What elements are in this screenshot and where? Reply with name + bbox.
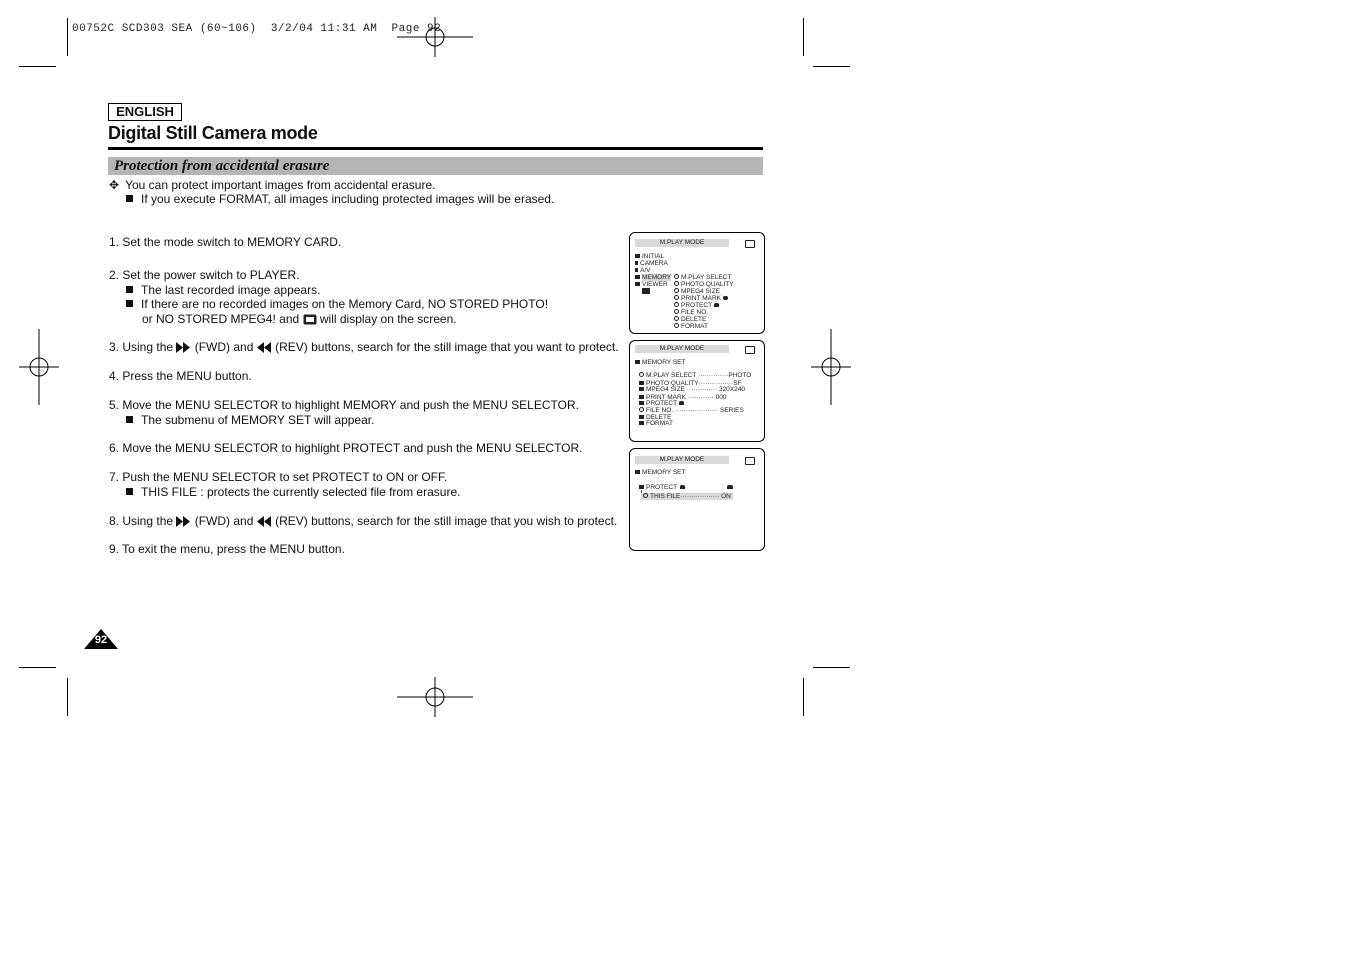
step-2-bullet-1 bbox=[126, 283, 320, 297]
memory-card-icon bbox=[745, 240, 755, 248]
screen-title-bar: M.PLAY MODE bbox=[635, 345, 729, 353]
lcd-screen-protect bbox=[629, 448, 765, 551]
page-number: 92 bbox=[94, 634, 108, 646]
screen-title-bar: M.PLAY MODE bbox=[635, 456, 729, 464]
menu-item-memory: MEMORY bbox=[635, 274, 671, 281]
crop-mark bbox=[803, 678, 804, 716]
crop-mark bbox=[813, 66, 850, 67]
step-3-text-a: 3. Using the bbox=[109, 340, 174, 354]
step-8-text-b: (FWD) and bbox=[194, 514, 254, 528]
setting-row: FORMAT bbox=[639, 420, 673, 427]
step-2-cont-text-a: or NO STORED MPEG4! and bbox=[142, 312, 300, 326]
step-6: 6. Move the MENU SELECTOR to highlight PROTECT and push the MENU SELECTOR. bbox=[109, 441, 583, 455]
protect-heading: PROTECT bbox=[639, 484, 687, 491]
submenu-file-no: FILE NO. bbox=[674, 309, 708, 316]
step-4: 4. Press the MENU button. bbox=[109, 369, 252, 383]
setting-row: DELETE bbox=[639, 414, 671, 421]
selector-icon bbox=[642, 288, 650, 294]
memory-set-heading: MEMORY SET bbox=[635, 469, 685, 476]
setting-row: PRINT MARK ············ 000 bbox=[639, 394, 726, 401]
step-7-bullet-1 bbox=[126, 485, 460, 499]
step-7-bullet-1-text: THIS FILE : protects the currently selected file from erasure. bbox=[141, 485, 461, 499]
crop-mark bbox=[803, 18, 804, 56]
crop-mark bbox=[813, 667, 850, 668]
setting-row: FILE NO. ···················· SERIES bbox=[639, 407, 744, 414]
crop-mark bbox=[67, 18, 68, 56]
memory-set-heading: MEMORY SET bbox=[635, 359, 685, 366]
menu-item-initial: INITIAL bbox=[635, 253, 664, 260]
this-file-row: THIS FILE·················· ON bbox=[641, 493, 733, 500]
step-8-text-a: 8. Using the bbox=[109, 514, 174, 528]
step-2-cont-text-b: will display on the screen. bbox=[319, 312, 457, 326]
menu-item-camera: CAMERA bbox=[635, 260, 668, 267]
memory-card-icon bbox=[745, 346, 755, 354]
step-1: 1. Set the mode switch to MEMORY CARD. bbox=[109, 235, 342, 249]
memory-card-icon bbox=[745, 457, 755, 465]
square-bullet-icon bbox=[126, 195, 133, 202]
crop-mark bbox=[67, 678, 68, 716]
registration-mark-top bbox=[397, 17, 473, 57]
page-title: Digital Still Camera mode bbox=[108, 123, 318, 143]
step-3 bbox=[109, 340, 619, 356]
screen-title-bar: M.PLAY MODE bbox=[635, 239, 729, 247]
submenu-format: FORMAT bbox=[674, 323, 708, 330]
cross-bullet-icon: ✥ bbox=[109, 178, 120, 192]
lock-icon bbox=[727, 484, 735, 491]
section-title: Protection from accidental erasure bbox=[114, 158, 330, 174]
menu-item-av: A/V bbox=[635, 267, 650, 274]
square-bullet-icon bbox=[126, 416, 133, 423]
setting-row: PHOTO QUALITY················SF bbox=[639, 380, 742, 387]
submenu-mpeg4-size: MPEG4 SIZE bbox=[674, 288, 720, 295]
step-5-bullet-1-text: The submenu of MEMORY SET will appear. bbox=[141, 413, 375, 427]
submenu-mplay-select: M.PLAY SELECT bbox=[674, 274, 731, 281]
step-2-bullet-2-continued bbox=[142, 312, 457, 328]
rewind-icon bbox=[257, 342, 272, 356]
title-rule bbox=[108, 147, 763, 150]
menu-item-viewer: VIEWER bbox=[635, 281, 668, 288]
submenu-photo-quality: PHOTO QUALITY bbox=[674, 281, 734, 288]
step-3-text-c: (REV) buttons, search for the still image that you want to protect. bbox=[275, 340, 619, 354]
registration-mark-left bbox=[19, 329, 59, 405]
fast-forward-icon bbox=[176, 342, 191, 356]
crop-mark bbox=[19, 66, 56, 67]
step-2-bullet-1-text: The last recorded image appears. bbox=[141, 283, 321, 297]
step-2: 2. Set the power switch to PLAYER. bbox=[109, 268, 300, 282]
square-bullet-icon bbox=[126, 300, 133, 307]
printer-header: 00752C SCD303 SEA (60~106) 3/2/04 11:31 AM Page 92 bbox=[72, 23, 442, 35]
registration-mark-right bbox=[811, 329, 851, 405]
setting-row-protect: PROTECT bbox=[639, 400, 686, 407]
setting-row: MPEG4 SIZE ·············· 320X240 bbox=[639, 386, 745, 393]
intro-lead-text: You can protect important images from accidental erasure. bbox=[125, 178, 436, 192]
setting-row: M.PLAY SELECT ··············PHOTO bbox=[639, 372, 751, 379]
intro-lead bbox=[109, 178, 435, 192]
step-5-bullet-1 bbox=[126, 413, 374, 427]
no-media-icon bbox=[303, 314, 317, 328]
step-5: 5. Move the MENU SELECTOR to highlight MEMORY and push the MENU SELECTOR. bbox=[109, 398, 579, 412]
step-7: 7. Push the MENU SELECTOR to set PROTECT to ON or OFF. bbox=[109, 470, 448, 484]
square-bullet-icon bbox=[126, 286, 133, 293]
language-badge: ENGLISH bbox=[108, 103, 182, 121]
step-3-text-b: (FWD) and bbox=[194, 340, 254, 354]
lcd-screen-menu bbox=[629, 232, 765, 334]
step-2-bullet-2-text: If there are no recorded images on the Memory Card, NO STORED PHOTO! bbox=[141, 297, 549, 311]
rewind-icon bbox=[257, 516, 272, 530]
square-bullet-icon bbox=[126, 488, 133, 495]
fast-forward-icon bbox=[176, 516, 191, 530]
crop-mark bbox=[19, 667, 56, 668]
step-8-text-c: (REV) buttons, search for the still image that you wish to protect. bbox=[275, 514, 618, 528]
submenu-delete: DELETE bbox=[674, 316, 706, 323]
step-2-bullet-2 bbox=[126, 297, 548, 311]
step-9: 9. To exit the menu, press the MENU button. bbox=[109, 542, 345, 556]
lcd-screen-memory-set bbox=[629, 340, 765, 442]
step-8 bbox=[109, 514, 617, 530]
submenu-protect: PROTECT bbox=[674, 302, 721, 309]
intro-note bbox=[126, 192, 554, 206]
submenu-print-mark: PRINT MARK bbox=[674, 295, 730, 302]
intro-note-text: If you execute FORMAT, all images including protected images will be erased. bbox=[141, 192, 555, 206]
registration-mark-bottom bbox=[397, 677, 473, 717]
